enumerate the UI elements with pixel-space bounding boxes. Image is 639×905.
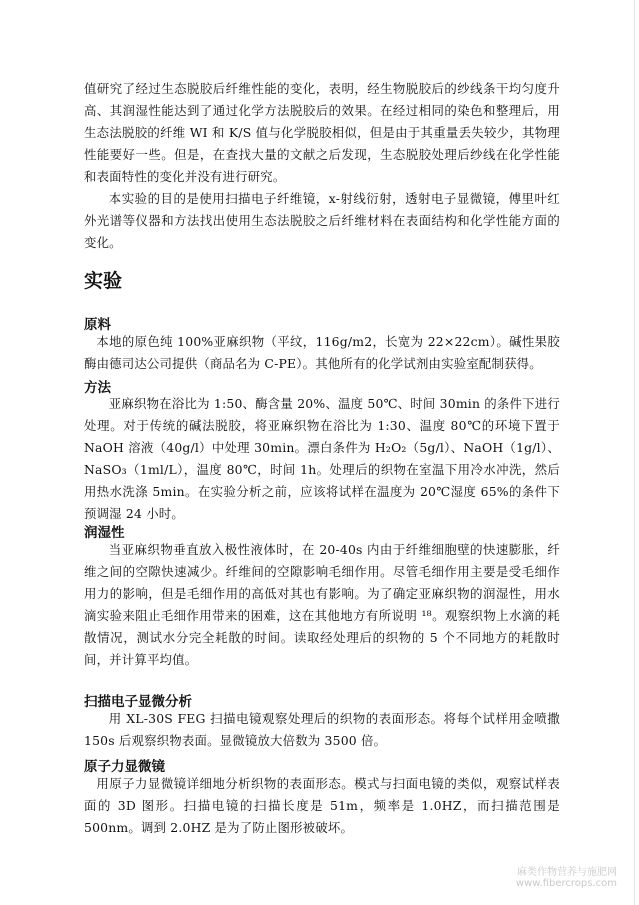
intro-paragraph-2: 本实验的目的是使用扫描电子纤维镜，x-射线衍射，透射电子显微镜，傅里叶红外光谱等仪器和方法找出使用生态法脱胶之后纤维材料在表面结构和化学性能方面的变化。 — [84, 191, 560, 250]
afm-paragraph: 用原子力显微镜详细地分析织物的表面形态。模式与扫面电镜的类似，观察试样表面的 3D 图形。扫描电镜的扫描长度是 51m，频率是 1.0HZ，而扫描范围是 500nm。调到 2.0HZ 是为了防止图形被破坏。 — [84, 776, 560, 835]
page-edge-divider — [634, 0, 635, 905]
intro-paragraph-1: 值研究了经过生态脱胶后纤维性能的变化，表明，经生物脱胶后的纱线条干均匀度升高、其润湿性能达到了通过化学方法脱胶后的效果。在经过相同的染色和整理后，用生态法脱胶的纤维 WI 和 K/S 值与化学脱胶相似，但是由于其重量丢失较少，其物理性能要好一些。但是，在查找大量的文献之后发现，生态脱胶处理后纱线在化学性能和表面特性的变化并没有进行研究。 — [84, 81, 560, 184]
heading-materials: 原料 — [84, 317, 111, 333]
wetting-paragraph: 当亚麻织物垂直放入极性液体时，在 20-40s 内由于纤维细胞壁的快速膨胀，纤维之间的空隙快速减少。纤维间的空隙影响毛细作用。尽管毛细作用主要是受毛细作用力的影响，但是毛细作用的高低对其也有影响。为了确定亚麻织物的润湿性，用水滴实验来阻止毛细作用带来的困难，这在其他地方有所说明 ¹⁸。观察织物上水滴的耗散情况，测试水分完全耗散的时间。读取经处理后的织物的 5 个不同地方的耗散时间，并计算平均值。 — [84, 542, 560, 667]
methods-paragraph: 亚麻织物在浴比为 1:50、酶含量 20%、温度 50℃、时间 30min 的条件下进行处理。对于传统的碱法脱胶，将亚麻织物在浴比为 1:30、温度 80℃的环境下置于 NaOH 溶液（40g/l）中处理 30min。漂白条件为 H₂O₂（5g/l）、NaOH（1g/l）、NaSO₃（1ml/L），温度 80℃，时间 1h。处理后的织物在室温下用冷水冲洗，然后用热水洗涤 5min。在实验分析之前，应该将试样在温度为 20℃湿度 65%的条件下预调湿 24 小时。 — [84, 396, 560, 521]
watermark — [516, 863, 617, 889]
section-title-experiment: 实验 — [84, 270, 123, 292]
heading-methods: 方法 — [84, 380, 111, 396]
heading-sem: 扫描电子显微分析 — [84, 694, 192, 710]
watermark-line-1: 麻类作物营养与施肥网 — [517, 867, 617, 878]
sem-paragraph: 用 XL-30S FEG 扫描电镜观察处理后的织物的表面形态。将每个试样用金喷撒 150s 后观察织物表面。显微镜放大倍数为 3500 倍。 — [84, 711, 560, 748]
materials-paragraph: 本地的原色纯 100%亚麻织物（平纹，116g/m2，长宽为 22×22cm）。碱性果胶酶由德司达公司提供（商品名为 C-PE）。其他所有的化学试剂由实验室配制获得。 — [84, 334, 560, 371]
heading-wetting: 润湿性 — [84, 525, 125, 541]
watermark-line-2: www.fibercrops.com — [515, 878, 617, 889]
heading-afm: 原子力显微镜 — [84, 759, 165, 775]
